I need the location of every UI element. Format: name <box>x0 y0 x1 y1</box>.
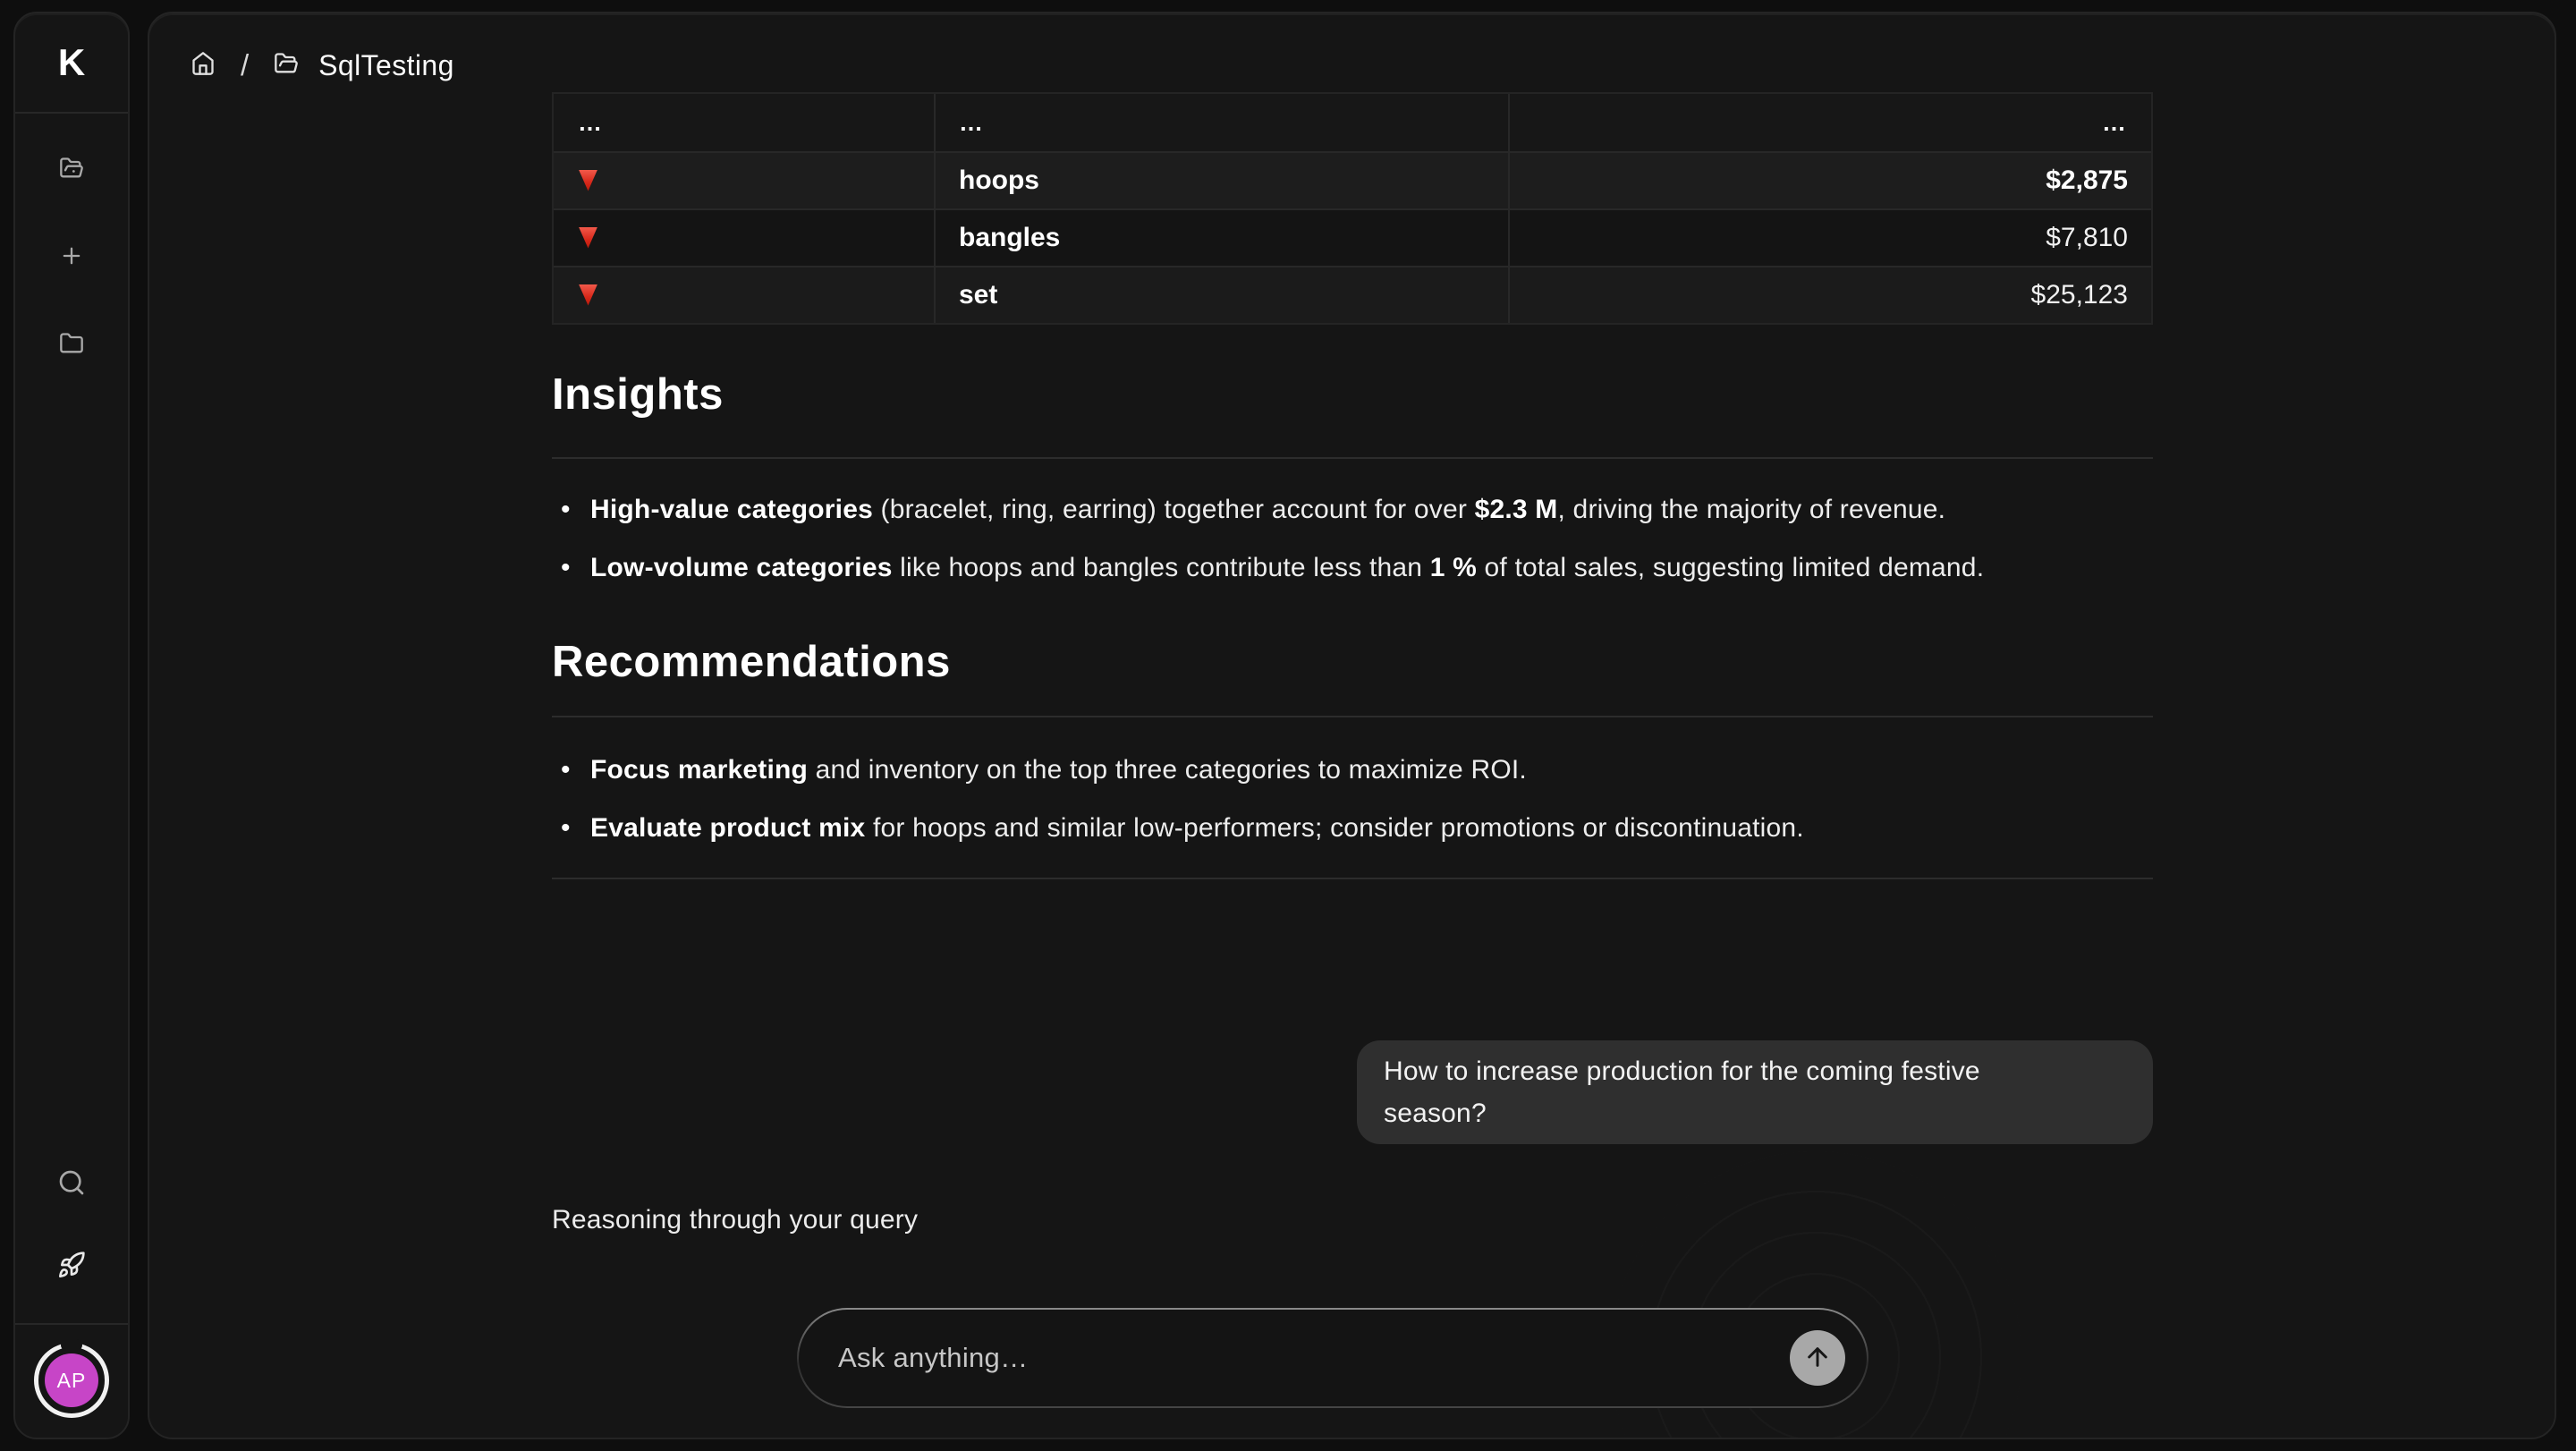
sidebar-divider-top <box>15 112 128 114</box>
sidebar <box>13 12 130 1439</box>
folder-icon <box>59 331 84 359</box>
section-divider <box>552 716 2153 717</box>
table-row <box>554 151 2151 208</box>
sidebar-bottom-group <box>52 1164 91 1286</box>
breadcrumb <box>191 46 454 85</box>
assistant-status-text: Reasoning through your query <box>552 1205 919 1235</box>
table-header-cell: … <box>578 108 604 136</box>
project-title[interactable]: SqlTesting <box>318 48 454 81</box>
red-triangle-icon <box>578 227 598 250</box>
table-header-row <box>554 94 2151 151</box>
table-row <box>554 266 2151 323</box>
insights-heading: Insights <box>552 370 724 419</box>
folder-open-icon <box>274 51 299 81</box>
user-message-row <box>552 1040 2153 1144</box>
composer <box>797 1308 1868 1408</box>
red-triangle-icon <box>578 284 598 307</box>
rocket-button[interactable] <box>52 1246 91 1286</box>
folders-button[interactable] <box>52 325 91 364</box>
category-cell: bangles <box>934 210 1508 266</box>
search-button[interactable] <box>52 1164 91 1203</box>
section-divider <box>552 457 2153 459</box>
main-panel <box>148 12 2556 1439</box>
avatar-notch <box>61 1339 82 1351</box>
search-icon <box>57 1168 86 1200</box>
conversation-content <box>552 13 2153 1241</box>
recommendation-bullet: • Focus marketing and inventory on the top three categories to maximize ROI. <box>552 750 2153 791</box>
table-row <box>554 208 2151 266</box>
sidebar-top-group <box>52 149 91 364</box>
plus-icon <box>59 243 84 271</box>
user-avatar[interactable] <box>34 1343 109 1418</box>
insight-bullet: • High-value categories (bracelet, ring, earring) together account for over $2.3 M, driving the majority of revenue. <box>552 489 2153 530</box>
table-header-cell: … <box>934 94 1508 151</box>
recommendations-heading: Recommendations <box>552 638 951 686</box>
user-message-bubble: How to increase production for the coming festive season? <box>1357 1040 2153 1144</box>
value-cell: $7,810 <box>1508 210 2151 266</box>
new-item-button[interactable] <box>52 237 91 276</box>
breadcrumb-separator: / <box>241 48 250 81</box>
table-header-cell: … <box>1508 94 2151 151</box>
recommendations-list <box>552 750 2153 849</box>
category-cell: set <box>934 267 1508 323</box>
home-icon[interactable] <box>191 51 216 81</box>
recommendation-bullet: • Evaluate product mix for hoops and similar low-performers; consider promotions or discontinuation. <box>552 808 2153 849</box>
folder-open-dot-icon <box>59 156 84 183</box>
open-project-button[interactable] <box>52 149 91 189</box>
category-cell: hoops <box>934 153 1508 208</box>
red-triangle-icon <box>578 170 598 192</box>
data-table <box>552 92 2153 325</box>
value-cell: $2,875 <box>1508 153 2151 208</box>
section-divider <box>552 878 2153 879</box>
send-button[interactable] <box>1790 1330 1845 1386</box>
rocket-icon <box>57 1251 86 1282</box>
app-logo[interactable]: K <box>57 41 86 83</box>
avatar-initials: AP <box>45 1353 98 1407</box>
arrow-up-icon <box>1803 1343 1832 1374</box>
insights-list <box>552 489 2153 589</box>
insight-bullet: • Low-volume categories like hoops and bangles contribute less than 1 % of total sales, suggesting limited demand. <box>552 547 2153 589</box>
sidebar-divider-bottom <box>15 1323 128 1325</box>
chat-input[interactable] <box>799 1310 1867 1406</box>
value-cell: $25,123 <box>1508 267 2151 323</box>
